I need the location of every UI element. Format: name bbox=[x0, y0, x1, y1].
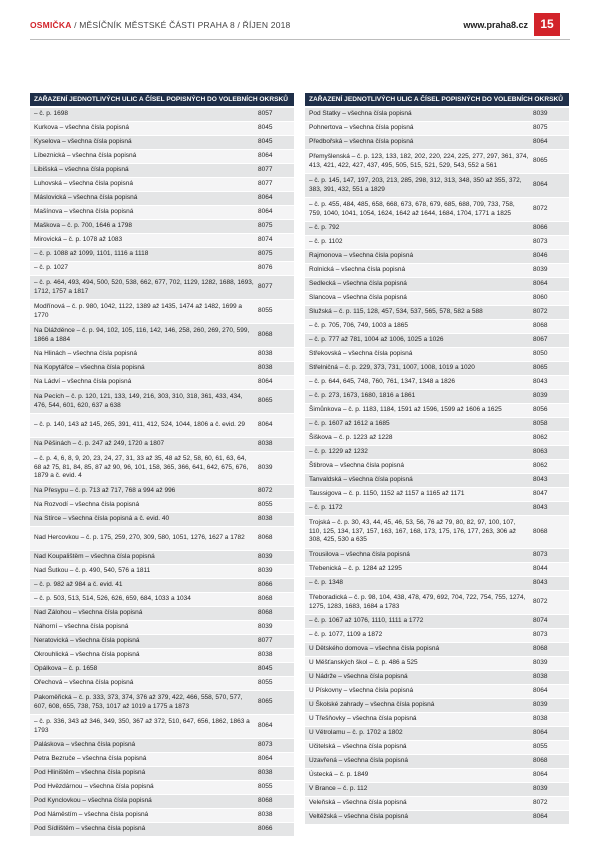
address-cell: – č. p. 1102 bbox=[309, 238, 343, 246]
magazine-name: OSMIČKA bbox=[30, 20, 72, 30]
table-title: ZAŘAZENÍ JEDNOTLIVÝCH ULIC A ČÍSEL POPISNÝCH DO VOLEBNÍCH OKRSKŮ bbox=[305, 93, 569, 106]
district-cell: 8064 bbox=[258, 378, 273, 386]
table-row bbox=[30, 164, 294, 177]
address-cell: Pod Hvězdárnou – všechna čísla popisná bbox=[34, 783, 154, 791]
table-row bbox=[305, 577, 569, 590]
table-row bbox=[30, 513, 294, 526]
district-cell: 8039 bbox=[533, 110, 548, 118]
address-cell: Pod Náměstím – všechna čísla popisná bbox=[34, 811, 149, 819]
page-header bbox=[0, 0, 600, 42]
table-row bbox=[305, 418, 569, 431]
district-cell: 8068 bbox=[533, 757, 548, 765]
address-cell: Šimůnkova – č. p. 1183, 1184, 1591 až 1596, 1599 až 1606 a 1625 bbox=[309, 406, 502, 414]
district-cell: 8060 bbox=[533, 294, 548, 302]
address-cell: – č. p. 455, 484, 485, 658, 668, 673, 678, 679, 685, 688, 709, 733, 758, 759, 1040, 1041, 1054, 1624, 1642 až 1644, 1684, 1704, 1771 a 1825 bbox=[309, 200, 515, 217]
district-cell: 8055 bbox=[533, 743, 548, 751]
district-cell: 8068 bbox=[258, 609, 273, 617]
table-row bbox=[30, 122, 294, 135]
district-cell: 8039 bbox=[533, 392, 548, 400]
address-cell: – č. p. 273, 1673, 1680, 1816 a 1861 bbox=[309, 392, 416, 400]
district-cell: 8073 bbox=[533, 551, 548, 559]
table-row bbox=[30, 452, 294, 484]
district-cell: 8065 bbox=[258, 698, 273, 706]
address-cell: Trojská – č. p. 30, 43, 44, 45, 46, 53, 56, 76 až 79, 80, 82, 97, 100, 107, 110, 125, 134, 137, 157, 163, 167, 168, 173, 175, 176, 177, 263, 306 až 308, 425, 530 a 635 bbox=[309, 518, 516, 544]
address-cell: U Třešňovky – všechna čísla popisná bbox=[309, 715, 417, 723]
address-cell: Okrouhlická – všechna čísla popisná bbox=[34, 651, 140, 659]
table-row bbox=[30, 607, 294, 620]
table-row bbox=[305, 222, 569, 235]
district-cell: 8064 bbox=[533, 138, 548, 146]
address-cell: Pod Hliništěm – všechna čísla popisná bbox=[34, 769, 146, 777]
address-cell: – č. p. 777 až 781, 1004 až 1006, 1025 a 1026 bbox=[309, 336, 444, 344]
address-cell: Na Dlážděnce – č. p. 94, 102, 105, 116, 142, 146, 258, 260, 269, 270, 599, 1866 a 1884 bbox=[34, 326, 250, 343]
table-row bbox=[305, 446, 569, 459]
district-cell: 8077 bbox=[258, 166, 273, 174]
address-cell: U Nádrže – všechna čísla popisná bbox=[309, 673, 408, 681]
address-cell: Služská – č. p. 115, 128, 457, 534, 537, 565, 578, 582 a 588 bbox=[309, 308, 483, 316]
address-cell: Rajmonova – všechna čísla popisná bbox=[309, 252, 414, 260]
left-column-table bbox=[30, 93, 294, 837]
address-cell: V Brance – č. p. 112 bbox=[309, 785, 368, 793]
table-row bbox=[305, 174, 569, 197]
district-cell: 8038 bbox=[258, 811, 273, 819]
district-cell: 8064 bbox=[258, 152, 273, 160]
table-row bbox=[305, 320, 569, 333]
address-cell: Paláskova – všechna čísla popisná bbox=[34, 741, 136, 749]
district-cell: 8068 bbox=[258, 595, 273, 603]
table-row bbox=[30, 362, 294, 375]
page-number: 15 bbox=[534, 13, 560, 36]
table-row bbox=[305, 460, 569, 473]
district-cell: 8064 bbox=[258, 755, 273, 763]
table-row bbox=[30, 192, 294, 205]
table-row bbox=[305, 122, 569, 135]
table-row bbox=[30, 262, 294, 275]
address-cell: – č. p. 1607 až 1612 a 1685 bbox=[309, 420, 390, 428]
table-row bbox=[30, 621, 294, 634]
address-cell: Mašínova – všechna čísla popisná bbox=[34, 208, 134, 216]
district-cell: 8065 bbox=[258, 397, 273, 405]
district-cell: 8056 bbox=[533, 406, 548, 414]
district-cell: 8075 bbox=[533, 124, 548, 132]
district-cell: 8038 bbox=[258, 515, 273, 523]
table-row bbox=[305, 797, 569, 810]
address-cell: U Školské zahrady – všechna čísla popisná bbox=[309, 701, 435, 709]
table-row bbox=[30, 390, 294, 413]
district-cell: 8038 bbox=[258, 440, 273, 448]
address-cell: Střekovská – všechna čísla popisná bbox=[309, 350, 413, 358]
table-row bbox=[30, 248, 294, 261]
district-cell: 8068 bbox=[533, 322, 548, 330]
district-cell: 8064 bbox=[533, 181, 548, 189]
address-cell: Na Kopytářce – všechna čísla popisná bbox=[34, 364, 145, 372]
table-row bbox=[30, 527, 294, 550]
table-row bbox=[30, 677, 294, 690]
address-cell: Sedlecká – všechna čísla popisná bbox=[309, 280, 407, 288]
table-row bbox=[30, 234, 294, 247]
address-cell: Přemyšlenská – č. p. 123, 133, 182, 202, 220, 224, 225, 277, 297, 361, 374, 413, 421, 422, 427, 437, 495, 505, 515, 521, 529, 543, 552 a 561 bbox=[309, 152, 529, 169]
table-row bbox=[305, 376, 569, 389]
table-row bbox=[30, 823, 294, 836]
address-cell: Šiškova – č. p. 1223 až 1228 bbox=[309, 434, 393, 442]
address-cell: Předbořská – všechna čísla popisná bbox=[309, 138, 414, 146]
district-cell: 8050 bbox=[533, 350, 548, 358]
table-row bbox=[305, 615, 569, 628]
district-cell: 8039 bbox=[258, 463, 273, 471]
right-column-table bbox=[305, 93, 569, 825]
district-cell: 8077 bbox=[258, 180, 273, 188]
table-row bbox=[305, 713, 569, 726]
address-cell: Neratovická – všechna čísla popisná bbox=[34, 637, 140, 645]
table-row bbox=[305, 348, 569, 361]
table-row bbox=[30, 438, 294, 451]
district-cell: 8074 bbox=[258, 236, 273, 244]
district-cell: 8062 bbox=[533, 434, 548, 442]
address-cell: – č. p. 1027 bbox=[34, 264, 68, 272]
address-cell: Učitelská – všechna čísla popisná bbox=[309, 743, 407, 751]
address-cell: – č. p. 982 až 984 a č. evid. 41 bbox=[34, 581, 123, 589]
table-row bbox=[305, 502, 569, 515]
district-cell: 8064 bbox=[533, 729, 548, 737]
address-cell: – č. p. 792 bbox=[309, 224, 340, 232]
district-cell: 8045 bbox=[258, 665, 273, 673]
district-cell: 8038 bbox=[258, 350, 273, 358]
table-row bbox=[30, 753, 294, 766]
address-cell: Štibrova – všechna čísla popisná bbox=[309, 462, 405, 470]
address-cell: Na Hlinách – všechna čísla popisná bbox=[34, 350, 137, 358]
website-link[interactable]: www.praha8.cz bbox=[463, 20, 528, 30]
district-cell: 8077 bbox=[258, 637, 273, 645]
district-cell: 8062 bbox=[533, 462, 548, 470]
district-cell: 8064 bbox=[533, 771, 548, 779]
table-row bbox=[305, 811, 569, 824]
right-table-rows bbox=[305, 108, 569, 824]
table-row bbox=[30, 276, 294, 299]
district-cell: 8065 bbox=[533, 157, 548, 165]
district-cell: 8058 bbox=[533, 420, 548, 428]
table-row bbox=[30, 781, 294, 794]
table-row bbox=[30, 414, 294, 437]
address-cell: Máslovická – všechna čísla popisná bbox=[34, 194, 138, 202]
district-cell: 8072 bbox=[533, 598, 548, 606]
address-cell: Libišská – všechna čísla popisná bbox=[34, 166, 129, 174]
district-cell: 8063 bbox=[533, 448, 548, 456]
address-cell: Třeboradická – č. p. 98, 104, 438, 478, 479, 692, 704, 722, 754, 755, 1274, 1275, 1283, 1683, 1684 a 1783 bbox=[309, 593, 526, 610]
address-cell: – č. p. 4, 6, 8, 9, 20, 23, 24, 27, 31, 33 až 35, 48 až 52, 58, 60, 61, 63, 64, 68 až 75, 81, 84, 85, 87 až 90, 96, 101, 158, 365, 366, 641, 642, 675, 676, 1879 a č. evid. 4 bbox=[34, 454, 249, 480]
address-cell: Na Rozvodí – všechna čísla popisná bbox=[34, 501, 140, 509]
district-cell: 8073 bbox=[533, 631, 548, 639]
district-cell: 8043 bbox=[533, 579, 548, 587]
address-cell: – č. p. 1698 bbox=[34, 110, 68, 118]
table-row bbox=[30, 767, 294, 780]
address-cell: U Větrolamu – č. p. 1702 a 1802 bbox=[309, 729, 403, 737]
address-cell: – č. p. 336, 343 až 346, 349, 350, 367 až 372, 510, 647, 656, 1862, 1863 a 1793 bbox=[34, 717, 250, 734]
district-cell: 8046 bbox=[533, 252, 548, 260]
district-cell: 8039 bbox=[258, 553, 273, 561]
district-cell: 8068 bbox=[533, 527, 548, 535]
table-row bbox=[305, 783, 569, 796]
table-row bbox=[30, 178, 294, 191]
table-row bbox=[30, 499, 294, 512]
address-cell: U Pískovny – všechna čísla popisná bbox=[309, 687, 414, 695]
district-cell: 8038 bbox=[533, 715, 548, 723]
district-cell: 8045 bbox=[258, 124, 273, 132]
table-row bbox=[305, 629, 569, 642]
address-cell: Nad Koupalištěm – všechna čísla popisná bbox=[34, 553, 155, 561]
table-row bbox=[305, 334, 569, 347]
table-row bbox=[30, 565, 294, 578]
table-row bbox=[305, 549, 569, 562]
table-row bbox=[305, 136, 569, 149]
address-cell: Nad Zálohou – všechna čísla popisná bbox=[34, 609, 143, 617]
district-cell: 8064 bbox=[258, 194, 273, 202]
district-cell: 8039 bbox=[533, 701, 548, 709]
district-cell: 8067 bbox=[533, 336, 548, 344]
address-cell: Na Pěšinách – č. p. 247 až 249, 1720 a 1807 bbox=[34, 440, 165, 448]
table-row bbox=[30, 136, 294, 149]
address-cell: Střelničná – č. p. 229, 373, 731, 1007, 1008, 1019 a 1020 bbox=[309, 364, 475, 372]
table-row bbox=[30, 150, 294, 163]
table-row bbox=[30, 663, 294, 676]
table-row bbox=[305, 643, 569, 656]
address-cell: Opálkova – č. p. 1658 bbox=[34, 665, 98, 673]
magazine-subtitle: / MĚSÍČNÍK MĚSTSKÉ ČÁSTI PRAHA 8 / ŘÍJEN 2018 bbox=[71, 20, 291, 30]
table-row bbox=[305, 404, 569, 417]
table-row bbox=[305, 699, 569, 712]
table-row bbox=[30, 593, 294, 606]
table-row bbox=[30, 649, 294, 662]
district-cell: 8077 bbox=[258, 283, 273, 291]
table-row bbox=[30, 579, 294, 592]
district-cell: 8073 bbox=[258, 741, 273, 749]
address-cell: Na Přesypu – č. p. 713 až 717, 768 a 994 až 996 bbox=[34, 487, 176, 495]
address-cell: Kurkova – všechna čísla popisná bbox=[34, 124, 130, 132]
address-cell: Maškova – č. p. 700, 1646 a 1798 bbox=[34, 222, 132, 230]
table-row bbox=[305, 198, 569, 221]
district-cell: 8073 bbox=[533, 238, 548, 246]
address-cell: Pakoměřická – č. p. 333, 373, 374, 376 až 379, 422, 466, 558, 570, 577, 607, 608, 655, 738, 753, 1017 až 1019 a 1775 a 1873 bbox=[34, 693, 243, 710]
table-row bbox=[305, 741, 569, 754]
table-row bbox=[305, 769, 569, 782]
district-cell: 8039 bbox=[258, 567, 273, 575]
district-cell: 8047 bbox=[533, 490, 548, 498]
address-cell: Rolnická – všechna čísla popisná bbox=[309, 266, 406, 274]
district-cell: 8074 bbox=[533, 617, 548, 625]
address-cell: Trousilova – všechna čísla popisná bbox=[309, 551, 410, 559]
address-cell: U Měšťanských škol – č. p. 486 a 525 bbox=[309, 659, 418, 667]
address-cell: Kyselova – všechna čísla popisná bbox=[34, 138, 132, 146]
address-cell: Náhorní – všechna čísla popisná bbox=[34, 623, 129, 631]
district-cell: 8043 bbox=[533, 476, 548, 484]
address-cell: Ústecká – č. p. 1849 bbox=[309, 771, 369, 779]
district-cell: 8055 bbox=[258, 307, 273, 315]
district-cell: 8038 bbox=[533, 673, 548, 681]
table-row bbox=[30, 635, 294, 648]
address-cell: Veltěžská – všechna čísla popisná bbox=[309, 813, 409, 821]
table-row bbox=[30, 348, 294, 361]
table-row bbox=[305, 236, 569, 249]
table-row bbox=[305, 108, 569, 121]
table-row bbox=[305, 292, 569, 305]
address-cell: Luhovská – všechna čísla popisná bbox=[34, 180, 134, 188]
table-row bbox=[305, 474, 569, 487]
table-row bbox=[305, 657, 569, 670]
table-row bbox=[305, 390, 569, 403]
table-row bbox=[30, 220, 294, 233]
table-row bbox=[305, 671, 569, 684]
address-cell: Pohnertova – všechna čísla popisná bbox=[309, 124, 414, 132]
district-cell: 8075 bbox=[258, 222, 273, 230]
district-cell: 8055 bbox=[258, 501, 273, 509]
address-cell: – č. p. 140, 143 až 145, 265, 391, 411, 412, 524, 1044, 1806 a č. evid. 29 bbox=[34, 421, 245, 429]
address-cell: – č. p. 1088 až 1099, 1101, 1116 a 1118 bbox=[34, 250, 149, 258]
table-row bbox=[30, 739, 294, 752]
table-row bbox=[30, 715, 294, 738]
table-row bbox=[305, 727, 569, 740]
address-cell: Na Pecích – č. p. 120, 121, 133, 149, 216, 303, 310, 318, 361, 433, 434, 476, 544, 601, 620, 637 a 638 bbox=[34, 392, 243, 409]
address-cell: – č. p. 1172 bbox=[309, 504, 343, 512]
table-row bbox=[305, 362, 569, 375]
district-cell: 8072 bbox=[258, 487, 273, 495]
district-cell: 8068 bbox=[258, 534, 273, 542]
left-table-rows bbox=[30, 108, 294, 836]
address-cell: Ořechová – všechna čísla popisná bbox=[34, 679, 134, 687]
address-cell: Třebenická – č. p. 1284 až 1295 bbox=[309, 565, 402, 573]
address-cell: Nad Šutkou – č. p. 490, 540, 576 a 1811 bbox=[34, 567, 151, 575]
address-cell: Uzavřená – všechna čísla popisná bbox=[309, 757, 409, 765]
address-cell: Pod Kynclovkou – všechna čísla popisná bbox=[34, 797, 152, 805]
address-cell: Veleňská – všechna čísla popisná bbox=[309, 799, 407, 807]
table-row bbox=[305, 685, 569, 698]
district-cell: 8039 bbox=[533, 659, 548, 667]
table-row bbox=[305, 488, 569, 501]
address-cell: Tanvaldská – všechna čísla popisná bbox=[309, 476, 413, 484]
table-row bbox=[30, 551, 294, 564]
table-row bbox=[30, 324, 294, 347]
district-cell: 8055 bbox=[258, 783, 273, 791]
district-cell: 8039 bbox=[258, 623, 273, 631]
table-row bbox=[30, 485, 294, 498]
district-cell: 8066 bbox=[533, 224, 548, 232]
table-row bbox=[30, 206, 294, 219]
district-cell: 8038 bbox=[258, 769, 273, 777]
table-row bbox=[30, 809, 294, 822]
district-cell: 8064 bbox=[533, 813, 548, 821]
table-row bbox=[30, 691, 294, 714]
address-cell: Líbeznická – všechna čísla popisná bbox=[34, 152, 137, 160]
table-row bbox=[305, 150, 569, 173]
district-cell: 8068 bbox=[258, 797, 273, 805]
district-cell: 8064 bbox=[533, 687, 548, 695]
table-row bbox=[305, 250, 569, 263]
table-row bbox=[305, 278, 569, 291]
district-cell: 8064 bbox=[258, 208, 273, 216]
district-cell: 8068 bbox=[533, 645, 548, 653]
table-row bbox=[30, 795, 294, 808]
district-cell: 8068 bbox=[258, 331, 273, 339]
address-cell: Pod Statky – všechna čísla popisná bbox=[309, 110, 412, 118]
address-cell: Taussigova – č. p. 1150, 1152 až 1157 a 1165 až 1171 bbox=[309, 490, 465, 498]
magazine-masthead bbox=[30, 20, 290, 30]
address-cell: – č. p. 1229 až 1232 bbox=[309, 448, 368, 456]
district-cell: 8043 bbox=[533, 504, 548, 512]
address-cell: – č. p. 1077, 1109 a 1872 bbox=[309, 631, 383, 639]
table-title: ZAŘAZENÍ JEDNOTLIVÝCH ULIC A ČÍSEL POPISNÝCH DO VOLEBNÍCH OKRSKŮ bbox=[30, 93, 294, 106]
table-row bbox=[305, 264, 569, 277]
address-cell: Mirovická – č. p. 1078 až 1083 bbox=[34, 236, 123, 244]
table-row bbox=[30, 300, 294, 323]
table-row bbox=[305, 563, 569, 576]
address-cell: U Dětského domova – všechna čísla popisná bbox=[309, 645, 440, 653]
district-cell: 8045 bbox=[258, 138, 273, 146]
district-cell: 8072 bbox=[533, 205, 548, 213]
district-cell: 8039 bbox=[533, 785, 548, 793]
address-cell: Na Stírce – všechna čísla popisná a č. evid. 40 bbox=[34, 515, 170, 523]
header-divider bbox=[30, 39, 570, 40]
district-cell: 8064 bbox=[533, 280, 548, 288]
district-cell: 8072 bbox=[533, 799, 548, 807]
address-cell: – č. p. 503, 513, 514, 526, 626, 659, 684, 1033 a 1034 bbox=[34, 595, 191, 603]
address-cell: – č. p. 1067 až 1076, 1110, 1111 a 1772 bbox=[309, 617, 424, 625]
address-cell: Modřínová – č. p. 980, 1042, 1122, 1389 až 1435, 1474 až 1482, 1699 a 1770 bbox=[34, 302, 243, 319]
district-cell: 8076 bbox=[258, 264, 273, 272]
address-cell: – č. p. 145, 147, 197, 203, 213, 285, 298, 312, 313, 348, 350 až 355, 372, 383, 391, 432, 551 a 1829 bbox=[309, 176, 522, 193]
district-cell: 8075 bbox=[258, 250, 273, 258]
district-cell: 8038 bbox=[258, 364, 273, 372]
table-row bbox=[305, 755, 569, 768]
table-row bbox=[305, 591, 569, 614]
district-cell: 8043 bbox=[533, 378, 548, 386]
district-cell: 8055 bbox=[258, 679, 273, 687]
district-cell: 8044 bbox=[533, 565, 548, 573]
table-row bbox=[305, 432, 569, 445]
district-cell: 8057 bbox=[258, 110, 273, 118]
table-row bbox=[30, 376, 294, 389]
address-cell: – č. p. 644, 645, 748, 760, 761, 1347, 1348 a 1826 bbox=[309, 378, 456, 386]
address-cell: – č. p. 1348 bbox=[309, 579, 343, 587]
address-cell: Na Ládví – všechna čísla popisná bbox=[34, 378, 132, 386]
district-cell: 8039 bbox=[533, 266, 548, 274]
address-cell: – č. p. 705, 706, 749, 1003 a 1865 bbox=[309, 322, 409, 330]
district-cell: 8065 bbox=[533, 364, 548, 372]
district-cell: 8064 bbox=[258, 722, 273, 730]
district-cell: 8038 bbox=[258, 651, 273, 659]
address-cell: Nad Hercovkou – č. p. 175, 259, 270, 309, 580, 1051, 1276, 1627 a 1782 bbox=[34, 534, 245, 542]
table-row bbox=[305, 516, 569, 548]
table-row bbox=[30, 108, 294, 121]
district-cell: 8072 bbox=[533, 308, 548, 316]
district-cell: 8066 bbox=[258, 825, 273, 833]
address-cell: Slancova – všechna čísla popisná bbox=[309, 294, 407, 302]
district-cell: 8064 bbox=[258, 421, 273, 429]
address-cell: Pod Sídlištěm – všechna čísla popisná bbox=[34, 825, 146, 833]
table-row bbox=[305, 306, 569, 319]
address-cell: Petra Bezruče – všechna čísla popisná bbox=[34, 755, 147, 763]
district-cell: 8066 bbox=[258, 581, 273, 589]
address-cell: – č. p. 464, 493, 494, 500, 520, 538, 662, 677, 702, 1129, 1282, 1688, 1693, 1712, 1757 a 1817 bbox=[34, 278, 254, 295]
